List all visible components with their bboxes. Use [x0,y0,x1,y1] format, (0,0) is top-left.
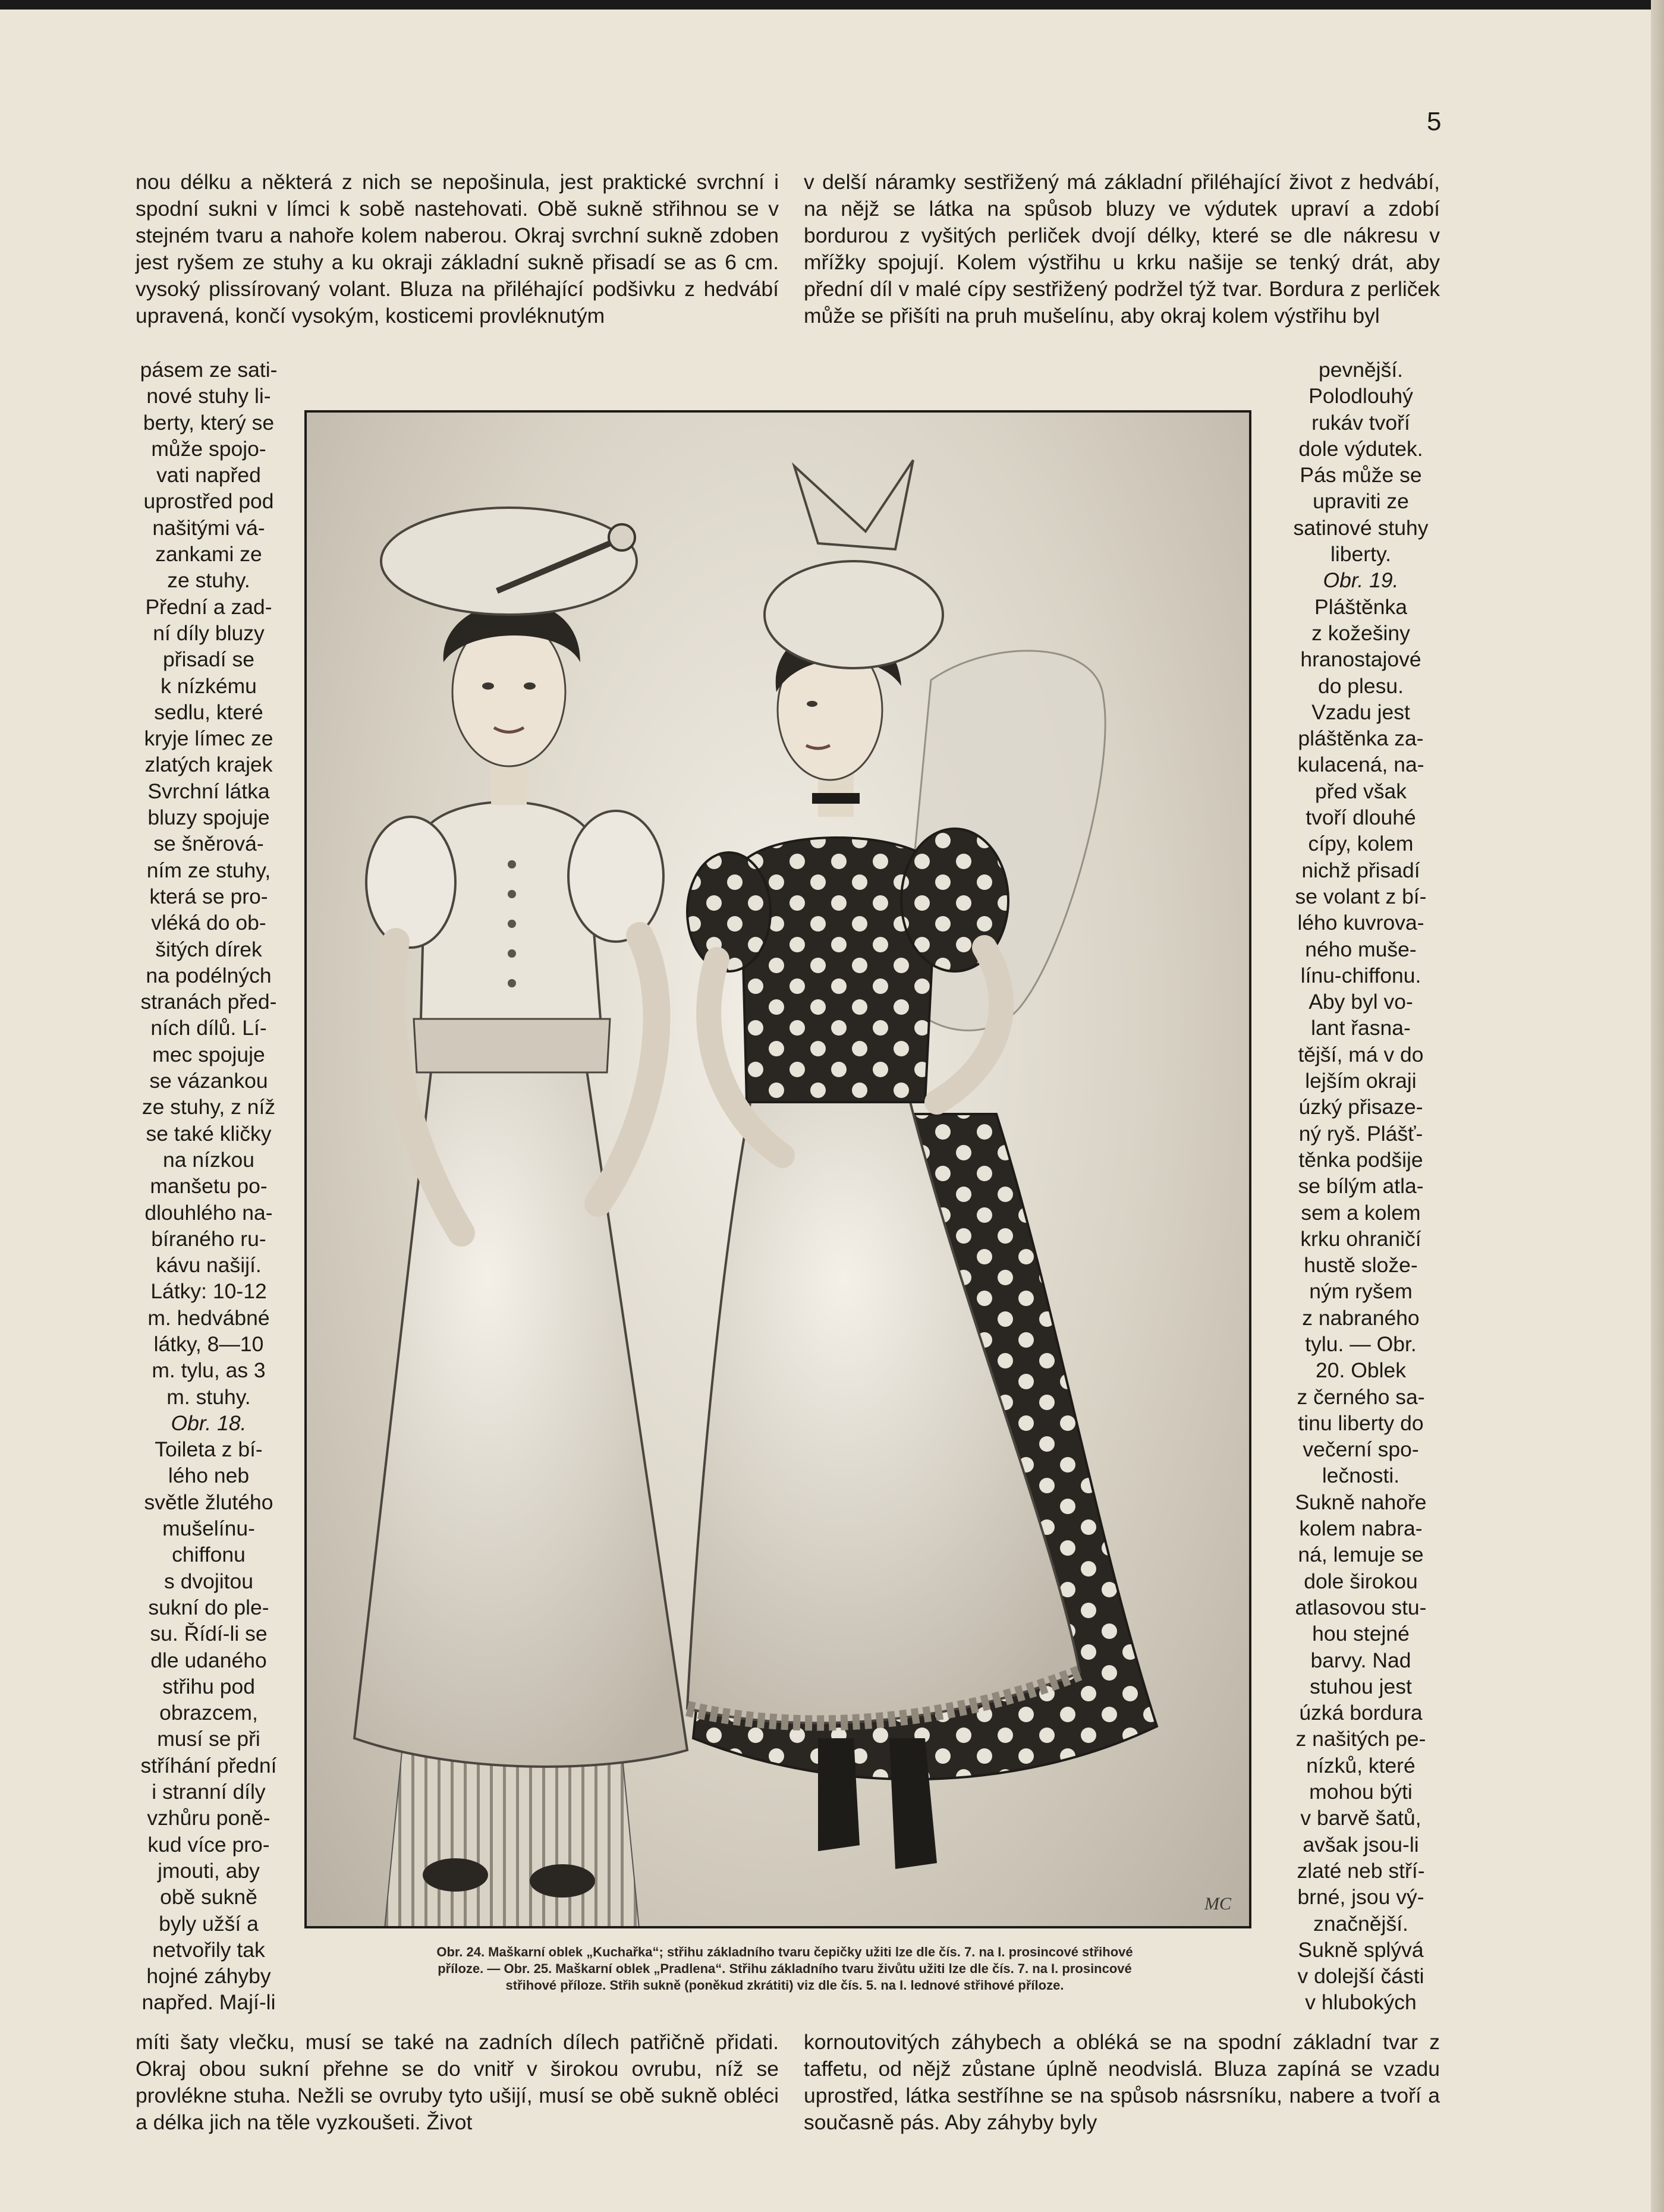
right-column-line: sem a kolem [1301,1200,1421,1225]
right-column-line: 20. Oblek [1316,1358,1406,1383]
right-column-line: tější, má v do [1298,1042,1424,1066]
left-column-line: uprostřed pod [143,489,274,514]
left-column-line: ní díly bluzy [153,621,265,645]
figure-caption [333,1944,1237,1994]
left-column-line: chiffonu [172,1543,246,1567]
right-column-line: večerní spo- [1303,1437,1419,1462]
left-column-line: ze stuhy. [167,568,250,593]
scan-top-edge [0,0,1664,10]
left-narrow-column [131,357,287,2016]
right-column-line: značnější. [1313,1911,1408,1936]
fashion-illustration [304,410,1251,1928]
left-column-line: Toileta z bí- [155,1437,263,1462]
right-column-bottom-text: kornoutovitých záhybech a obléká se na spodní základní tvar z taffetu, od nějž zůstane úplně neodvislá. Bluza zapíná se vzadu uprostřed, látka sestříhne se na spůsob násrsníku, nabere a tvoří a současně pás. Aby záhyby byly [804,2030,1440,2134]
left-column-line: nové stuhy li- [146,384,271,408]
right-column-line: krku ohraničí [1300,1226,1421,1251]
left-column-line: dle udaného [150,1648,267,1672]
left-column-line: světle žlutého [144,1490,273,1514]
right-column-line: rukáv tvoří [1311,410,1410,435]
right-column-line: Sukně nahoře [1295,1490,1427,1514]
right-column-line: hranostajové [1300,647,1421,672]
left-column-top-text: nou délku a některá z nich se nepošinula, jest praktické svrchní i spodní sukni v límci k sobě nastehovati. Obě sukně střihnou se v stejném tvaru a nahoře kolem naberou. Okraj svrchní sukně zdoben jest ryšem ze stuhy a ku okraji základní sukně přisadí se as 6 cm. vysoký plissírovaný volant. Bluza na přiléhající podšivku z hedvábí upravená, končí vysokým, kosticemi provléknutým [136,170,779,328]
right-column-line: v hlubokých [1305,1990,1417,2015]
left-column-line: m. hedvábné [147,1305,270,1330]
right-column-line: Polodlouhý [1308,384,1413,408]
right-column-line: do plesu. [1317,674,1404,698]
right-column-line: se bílým atla- [1298,1174,1424,1198]
left-column-line: kud více pro- [147,1832,270,1857]
right-column-line: hou stejné [1312,1622,1410,1646]
page-number: 5 [1427,107,1442,136]
right-column-line: avšak jsou-li [1303,1832,1419,1857]
right-column-line: liberty. [1330,542,1391,567]
left-column-line: vzhůru poně- [147,1806,270,1830]
left-column-line: přisadí se [163,647,254,672]
right-column-line: z černého sa- [1297,1385,1425,1409]
left-column-line: která se pro- [149,884,268,908]
left-column-line: Svrchní látka [147,779,270,803]
scan-right-edge [1651,0,1664,2212]
right-column-line: dole výdutek. [1298,436,1423,461]
right-column-line: hustě slože- [1304,1253,1418,1278]
right-column-line: Pláštěnka [1314,594,1407,619]
left-column-line: pásem ze sati- [140,358,278,382]
right-column-line: Obr. 19. [1323,568,1399,593]
right-column-line: zlaté neb stří- [1297,1858,1425,1883]
right-column-line: ný ryš. Plášť- [1298,1121,1423,1146]
artist-signature: MC [1204,1894,1231,1914]
left-column-line: su. Řídí-li se [150,1622,268,1646]
right-column-line: se volant z bí- [1295,884,1427,908]
right-column-line: kulacená, na- [1297,753,1424,777]
right-column-line: tinu liberty do [1298,1411,1424,1435]
left-column-line: mušelínu- [162,1516,255,1541]
left-column-line: se šněrová- [153,832,264,856]
left-column-line: na podélných [146,963,272,987]
left-column-line: zankami ze [155,542,262,567]
left-column-line: m. tylu, as 3 [152,1358,266,1383]
left-column-line: stranách před- [140,990,277,1014]
left-column-line: ze stuhy, z níž [141,1095,276,1119]
right-column-line: Pás může se [1300,463,1422,487]
right-column-line: dole širokou [1304,1569,1418,1593]
left-column-line: netvořily tak [152,1937,265,1962]
right-column-line: Vzadu jest [1311,700,1410,724]
right-column-line: z našitých pe- [1295,1727,1426,1751]
left-column-line: dlouhlého na- [144,1200,273,1225]
left-column-line: sukní do ple- [148,1595,269,1619]
left-column-line: Látky: 10-12 [150,1279,267,1304]
right-column-line: lant řasna- [1311,1016,1411,1040]
caption-line-3: střihové příloze. Střih sukně (poněkud zkrátiti) viz dle čís. 5. na I. lednové střihové příloze. [505,1978,1064,1993]
right-column-line: tvoří dlouhé [1306,805,1416,830]
left-column-line: i stranní díly [152,1780,266,1804]
left-column-line: se také kličky [146,1121,272,1146]
left-column-line: jmouti, aby [158,1858,260,1883]
left-column-line: střihu pod [162,1674,255,1698]
left-column-line: napřed. Mají-li [141,1990,276,2015]
left-column-line: kryje límec ze [144,726,273,751]
right-column-line: nichž přisadí [1301,858,1420,882]
right-column-line: atlasovou stu- [1295,1595,1427,1619]
left-column-line: stříhání přední [140,1753,277,1777]
left-column-line: manšetu po- [150,1174,268,1198]
left-column-line: mec spojuje [152,1042,265,1066]
left-column-line: k nízkému [161,674,257,698]
right-column-line: lého kuvrova- [1297,911,1424,935]
right-column-line: lečnosti. [1322,1464,1400,1488]
right-column-line: ným ryšem [1309,1279,1413,1304]
right-column-line: ná, lemuje se [1298,1543,1424,1567]
left-column-line: obě sukně [160,1885,257,1909]
right-column-line: před však [1315,779,1407,803]
left-column-line: obrazcem, [159,1701,258,1725]
right-column-line: z kožešiny [1311,621,1410,645]
right-column-line: Aby byl vo- [1308,990,1413,1014]
left-column-line: bluzy spojuje [147,805,270,830]
left-column-line: berty, který se [143,410,275,435]
left-column-line: Obr. 18. [171,1411,247,1435]
left-column-line: Přední a zad- [145,594,272,619]
right-column-line: kolem nabra- [1299,1516,1423,1541]
left-column-line: našitými vá- [152,515,265,540]
right-column-line: těnka podšije [1298,1147,1423,1172]
right-column-line: stuhou jest [1310,1674,1412,1698]
left-column-line: se vázankou [149,1069,268,1093]
caption-line-1: Obr. 24. Maškarní oblek „Kuchařka“; střihu základního tvaru čepičky užiti lze dle čís. 7. na I. prosincové střihové [436,1944,1133,1959]
left-column-bottom-text: míti šaty vlečku, musí se také na zadních dílech patřičně přidati. Okraj obou sukní přehne se do vnitř v širokou ovrubu, níž se provlékne stuha. Nežli se ovruby tyto ušijí, musí se obě sukně obléci a délka jich na těle vyzkoušeti. Život [136,2030,779,2134]
right-column-line: lejším okraji [1305,1069,1417,1093]
left-column-line: musí se při [157,1727,260,1751]
caption-line-2: příloze. — Obr. 25. Maškarní oblek „Pradlena“. Střihu základního tvaru živůtu užiti lze dle čís. 7. na I. prosincové [438,1961,1132,1976]
right-column-line: v barvě šatů, [1300,1806,1421,1830]
right-column-line: nízků, které [1306,1753,1415,1777]
right-column-line: z nabraného [1302,1305,1420,1330]
left-column-line: vléká do ob- [151,911,266,935]
right-column-top-text: v delší náramky sestřižený má základní přiléhající život z hedvábí, na nějž se látka na spůsob bluzy ve výdutek upraví a zdobí bordurou z vyšitých perliček dvojí délky, které se dle nákresu v mřížky spojují. Kolem výstřihu u krku našije se tenký drát, aby přední díl v malé cípy sestřižený podržel týž tvar. Bordura z perliček může se přišíti na pruh mušelínu, aby okraj kolem výstřihu byl [804,170,1440,328]
right-column-line: upraviti ze [1313,489,1409,514]
right-column-line: cípy, kolem [1308,832,1414,856]
left-column-line: s dvojitou [164,1569,253,1593]
costume-drawing [307,413,1249,1926]
right-column-line: pláštěnka za- [1298,726,1424,751]
left-column-line: hojné záhyby [146,1964,271,1988]
right-narrow-column [1281,357,1441,2016]
right-column-line: ného muše- [1305,937,1417,961]
left-column-line: na nízkou [163,1147,254,1172]
right-column-line: tylu. — Obr. [1305,1332,1417,1356]
left-column-line: sedlu, které [154,700,263,724]
left-column-line: zlatých krajek [144,753,273,777]
left-column-line: lého neb [168,1464,250,1488]
right-column-line: brné, jsou vý- [1297,1885,1424,1909]
right-column-line: úzká bordura [1299,1701,1423,1725]
left-column-line: vati napřed [156,463,261,487]
left-column-line: ním ze stuhy, [146,858,271,882]
right-column-line: mohou býti [1309,1780,1413,1804]
left-column-line: m. stuhy. [166,1385,251,1409]
right-column-line: Sukně splývá [1298,1937,1424,1962]
left-column-line: bíraného ru- [151,1226,266,1251]
right-column-line: v dolejší části [1297,1964,1424,1988]
right-column-line: satinové stuhy [1293,515,1429,540]
right-column-line: pevnější. [1318,358,1404,382]
left-column-line: šitých dírek [155,937,262,961]
left-column-line: může spojo- [151,436,266,461]
right-column-line: barvy. Nad [1310,1648,1411,1672]
left-column-line: byly užší a [159,1911,259,1936]
right-column-line: línu-chiffonu. [1300,963,1421,987]
right-column-line: úzký přisaze- [1298,1095,1423,1119]
left-column-line: ních dílů. Lí- [150,1016,267,1040]
left-column-line: kávu našijí. [156,1253,262,1278]
left-column-line: látky, 8—10 [153,1332,264,1356]
